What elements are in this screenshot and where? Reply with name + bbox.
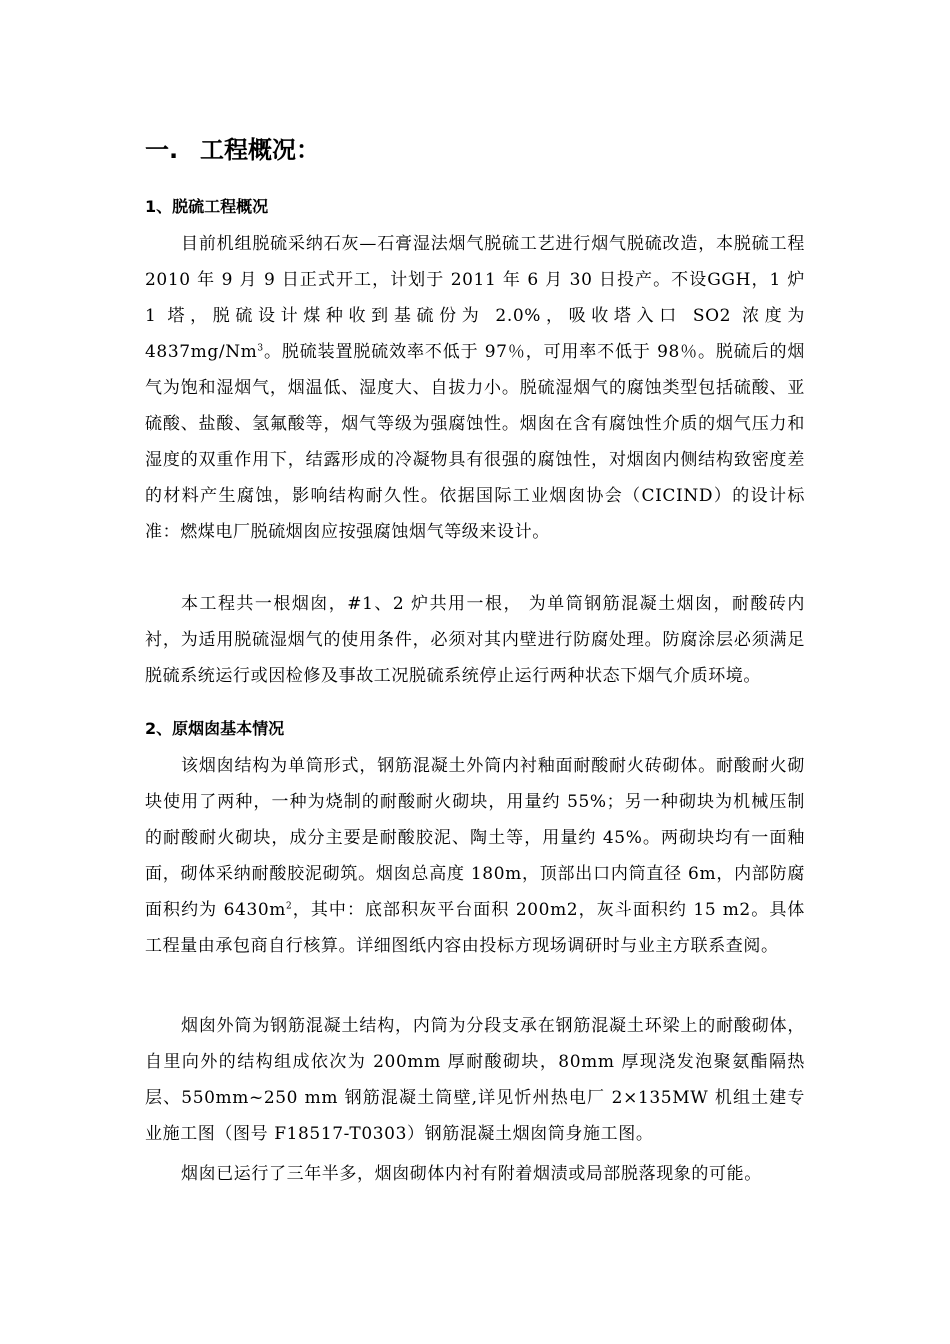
paragraph-desulfurization-overview [145, 226, 805, 550]
superscript-unit: 2 [286, 901, 293, 912]
subsection-heading-desulfurization: 1、脱硫工程概况 [145, 197, 269, 216]
superscript-unit: 3 [257, 343, 264, 354]
paragraph-text: 目前机组脱硫采纳石灰—石膏湿法烟气脱硫工艺进行烟气脱硫改造，本脱硫工程 2010 年 9 月 9 日正式开工，计划于 2011 年 6 月 30 日投产。不设GGH，1 炉 1 塔，脱硫设计煤种收到基硫份为 2.0%，吸收塔入口 SO2 浓度为4837mg/Nm [145, 234, 805, 362]
paragraph-chimney-layers: 烟囱外筒为钢筋混凝土结构，内筒为分段支承在钢筋混凝土环梁上的耐酸砌体，自里向外的结构组成依次为 200mm 厚耐酸砌块，80mm 厚现浇发泡聚氨酯隔热层、550mm~250 mm 钢筋混凝土筒壁,详见忻州热电厂 2×135MW 机组土建专业施工图（图号 F18517-T0303）钢筋混凝土烟囱筒身施工图。 [145, 1016, 805, 1144]
paragraph-text: 该烟囱结构为单筒形式，钢筋混凝土外筒内衬釉面耐酸耐火砖砌体。耐酸耐火砌块使用了两种，一种为烧制的耐酸耐火砌块，用量约 55%；另一种砌块为机械压制的耐酸耐火砌块，成分主要是耐酸胶泥、陶土等，用量约 45%。两砌块均有一面釉面，砌体采纳耐酸胶泥砌筑。烟囱总高度 180m，顶部出口内筒直径 6m，内部防腐面积约为 6430m [145, 756, 805, 920]
paragraph-chimney-project: 本工程共一根烟囱，#1、2 炉共用一根， 为单筒钢筋混凝土烟囱，耐酸砖内衬，为适用脱硫湿烟气的使用条件，必须对其内壁进行防腐处理。防腐涂层必须满足脱硫系统运行或因检修及事故工况脱硫系统停止运行两种状态下烟气介质环境。 [145, 594, 805, 686]
paragraph-chimney-condition: 烟囱已运行了三年半多，烟囱砌体内衬有附着烟渍或局部脱落现象的可能。 [181, 1164, 762, 1184]
section-heading-number: 一. [145, 136, 179, 164]
section-heading-title: 工程概况： [200, 136, 320, 164]
section-heading [145, 134, 320, 166]
paragraph-text: 。脱硫装置脱硫效率不低于 97％，可用率不低于 98％。脱硫后的烟气为饱和湿烟气，烟温低、湿度大、自拔力小。脱硫湿烟气的腐蚀类型包括硫酸、亚硫酸、盐酸、氢氟酸等，烟气等级为强腐蚀性。烟囱在含有腐蚀性介质的烟气压力和湿度的双重作用下，结露形成的冷凝物具有很强的腐蚀性，对烟囱内侧结构致密度差的材料产生腐蚀，影响结构耐久性。依据国际工业烟囱协会（CICIND）的设计标准：燃煤电厂脱硫烟囱应按强腐蚀烟气等级来设计。 [145, 342, 805, 542]
paragraph-text: ，其中：底部积灰平台面积 200m2，灰斗面积约 15 m2。具体工程量由承包商自行核算。详细图纸内容由投标方现场调研时与业主方联系查阅。 [145, 900, 805, 956]
subsection-heading-chimney-basics: 2、原烟囱基本情况 [145, 719, 285, 738]
paragraph-chimney-structure [145, 748, 805, 964]
